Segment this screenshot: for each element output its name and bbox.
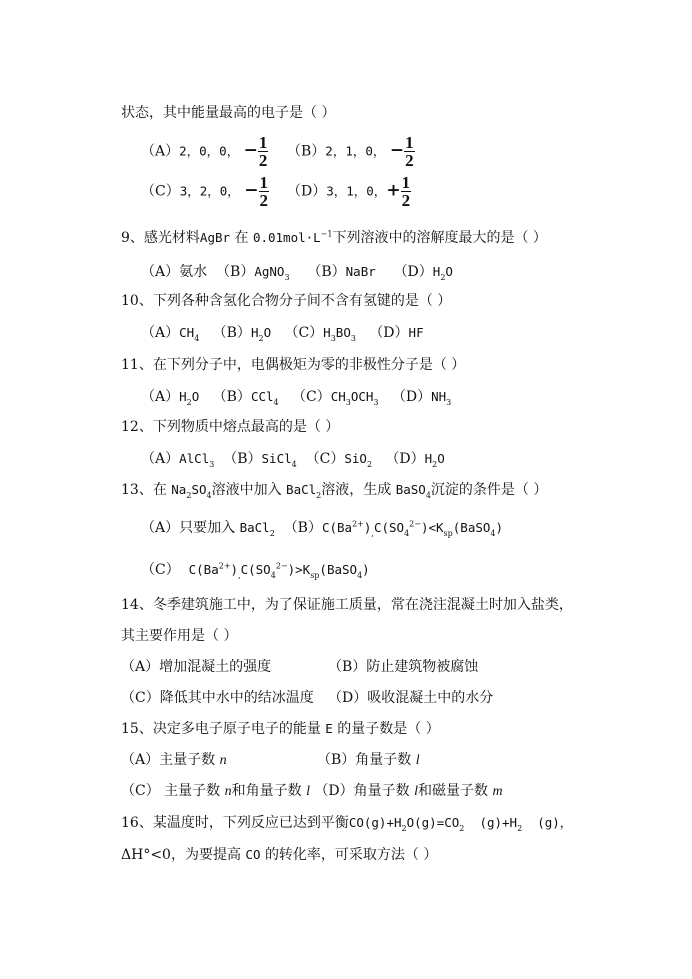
q14-option-b: （B）防止建筑物被腐蚀 xyxy=(328,659,479,675)
q13-option-c: （C） $C(Ba^{2+})_,C(SO_4^{2-})>K_{sp}(BaSO_4)$ xyxy=(141,561,370,580)
fraction: $\frac{1}{2}$ xyxy=(401,173,411,210)
q9-option-b: （B）AgNO$_3$ xyxy=(216,264,290,282)
q11-options: $(A)H_2O$ （B）CCl$_4$ $(C)CH_3OCH_3$ $(D)NH_3$ xyxy=(141,389,452,407)
q9-option-c: （B）NaBr xyxy=(307,264,376,280)
q15-option-a: （A）主量子数 n xyxy=(121,752,227,768)
q15-options-cd: （C） 主量子数 n和角量子数 l （D）角量子数 l和磁量子数 m xyxy=(121,783,503,799)
fraction: $\frac{1}{2}$ xyxy=(258,133,268,170)
q9-options xyxy=(141,261,453,281)
q16-stem-line2: ΔH°<0，为要提高 CO 的转化率，可采取方法（ ） xyxy=(121,847,438,863)
q8-stem: 状态，其中能量最高的电子是（ ） xyxy=(121,105,336,121)
fraction: $\frac{1}{2}$ xyxy=(259,173,268,210)
q9-option-d: $(D)H_2O$ xyxy=(393,264,453,282)
q8-option-c: （C）3，2，0， − $\frac{1}{2}$ xyxy=(141,173,268,210)
q13-options-ab: （A）只要加入 BaCl$_2$ $(B)C(Ba^{2+})_,C(SO_4^{2-})<K_{sp}(BaSO_4)$ xyxy=(141,519,504,538)
q14-stem-line1: 14、冬季建筑施工中，为了保证施工质量，常在浇注混凝土时加入盐类， xyxy=(121,597,573,613)
q14-option-c: （C）降低其中水中的结冰温度 xyxy=(121,690,314,706)
q8-option-d: （D）3，1，0，+ $\frac{1}{2}$ xyxy=(287,173,411,210)
q10-options: $(A)CH_4$ $(B)H_2O$ $(C)H_3BO_3$ （D）HF xyxy=(141,325,424,343)
q10-stem: 10、下列各种含氢化合物分子间不含有氢键的是（ ） xyxy=(121,293,452,309)
q12-stem: 12、下列物质中熔点最高的是（ ） xyxy=(121,419,340,435)
q14-stem-line2: 其主要作用是（ ） xyxy=(121,628,238,644)
q14-option-a: （A）增加混凝土的强度 xyxy=(121,659,272,675)
q14-option-d: （D）吸收混凝土中的水分 xyxy=(328,690,494,706)
q12-options: （A）AlCl$_3$ （B）SiCl$_4$ （C）SiO$_2$ $(D)H_2O$ xyxy=(141,451,445,469)
fraction: $\frac{1}{2}$ xyxy=(405,133,414,170)
q9-stem: 9、感光材料AgBr 在 $0.01mol\cdot L^{-1}$下列溶液中的溶解度最大的是（ ） xyxy=(121,229,547,246)
q15-stem: 15、决定多电子原子电子的能量 E 的量子数是（ ） xyxy=(121,721,440,737)
q16-stem-line1: 16、某温度时，下列反应已达到平衡$CO(g)+H_2O(g)=CO_2$ $(g)+H_2$ (g)， xyxy=(121,815,573,833)
q8-option-a: （A）2，0，0， − $\frac{1}{2}$ xyxy=(141,133,268,170)
q15-option-b: （B）角量子数 l xyxy=(317,752,420,768)
q8-option-b: （B）2，1，0， − $\frac{1}{2}$ xyxy=(287,133,414,170)
q9-option-a: （A）氨水 xyxy=(141,264,208,280)
q13-stem: 13、在 $Na_2SO_4$溶液中加入 BaCl$_2$溶液，生成 BaSO$_4$沉淀的条件是（ ） xyxy=(121,482,548,500)
q11-stem: 11、在下列分子中，电偶极矩为零的非极性分子是（ ） xyxy=(121,357,466,373)
